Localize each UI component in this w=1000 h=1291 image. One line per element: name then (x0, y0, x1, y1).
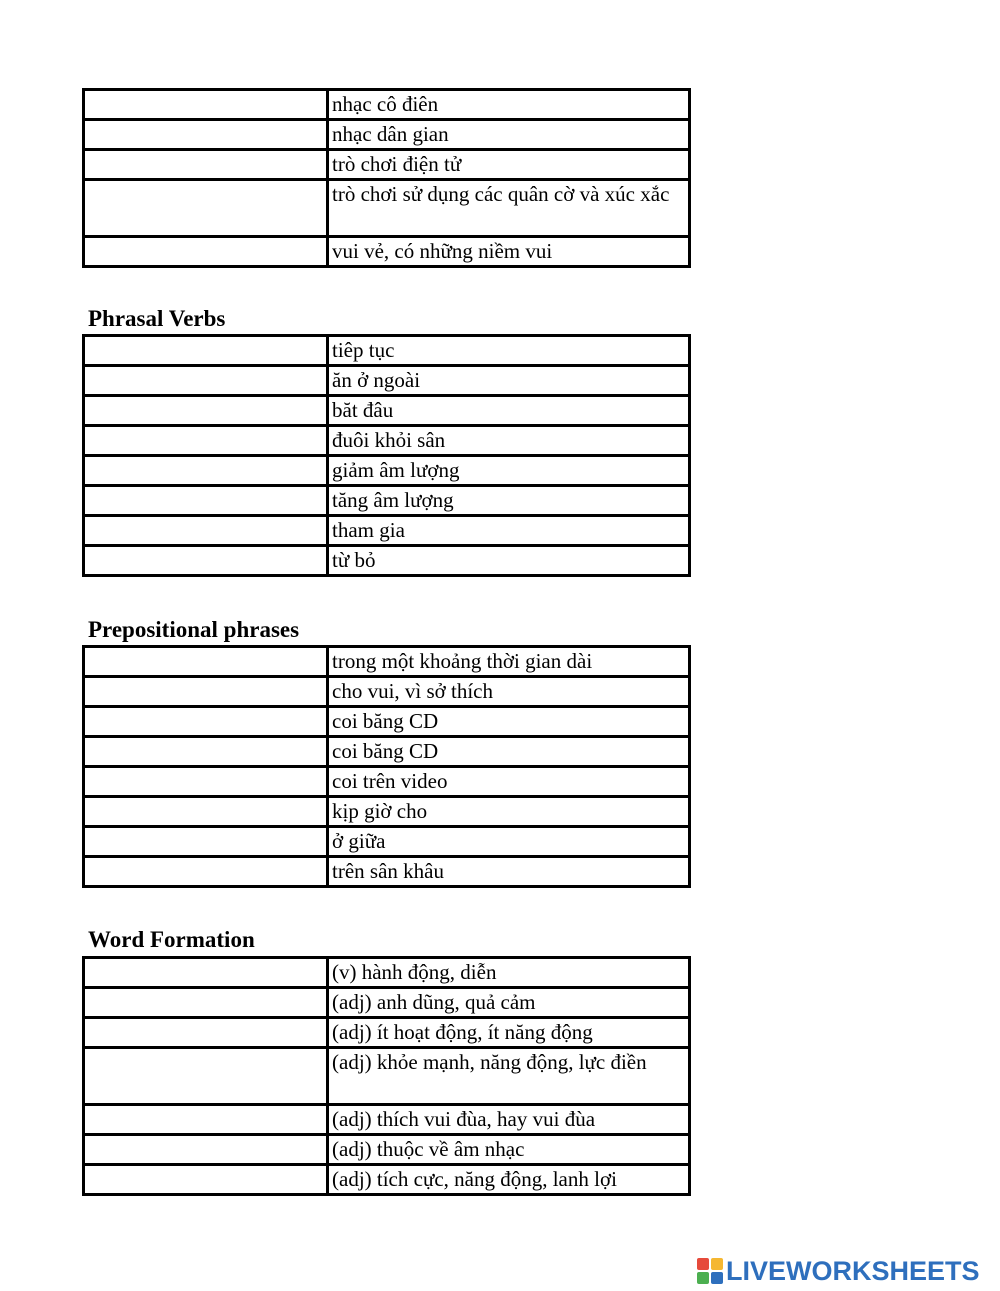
logo-square-4 (711, 1272, 723, 1284)
meaning-cell: trò chơi điện tử (328, 150, 690, 180)
table-row (84, 857, 690, 887)
vocab-section-1 (82, 88, 690, 268)
answer-cell[interactable] (84, 767, 328, 797)
meaning-cell: trò chơi sử dụng các quân cờ và xúc xắc (328, 180, 690, 237)
meaning-cell: (adj) tích cực, năng động, lanh lợi (328, 1165, 690, 1195)
answer-cell[interactable] (84, 396, 328, 426)
meaning-cell: cho vui, vì sở thích (328, 677, 690, 707)
vocab-table-4 (82, 956, 691, 1196)
table-row (84, 827, 690, 857)
answer-cell[interactable] (84, 1135, 328, 1165)
meaning-cell: tăng âm lượng (328, 486, 690, 516)
table-row (84, 958, 690, 988)
table-row (84, 1018, 690, 1048)
table-row (84, 237, 690, 267)
answer-cell[interactable] (84, 827, 328, 857)
answer-cell[interactable] (84, 647, 328, 677)
answer-cell[interactable] (84, 180, 328, 237)
meaning-cell: nhạc cô điên (328, 90, 690, 120)
table-row (84, 396, 690, 426)
table-row (84, 1105, 690, 1135)
logo-square-2 (711, 1258, 723, 1270)
answer-cell[interactable] (84, 737, 328, 767)
table-row (84, 90, 690, 120)
table-row (84, 120, 690, 150)
vocab-section-4 (82, 956, 690, 1196)
section-heading-word-formation: Word Formation (88, 927, 255, 952)
meaning-cell: băt đâu (328, 396, 690, 426)
answer-cell[interactable] (84, 677, 328, 707)
meaning-cell: tham gia (328, 516, 690, 546)
answer-cell[interactable] (84, 516, 328, 546)
meaning-cell: đuôi khỏi sân (328, 426, 690, 456)
meaning-cell: vui vẻ, có những niềm vui (328, 237, 690, 267)
logo-square-3 (697, 1272, 709, 1284)
answer-cell[interactable] (84, 336, 328, 366)
meaning-cell: (adj) thích vui đùa, hay vui đùa (328, 1105, 690, 1135)
answer-cell[interactable] (84, 988, 328, 1018)
logo-mark-icon (697, 1258, 723, 1284)
answer-cell[interactable] (84, 426, 328, 456)
table-row (84, 1048, 690, 1105)
vocab-table-3 (82, 645, 691, 888)
table-row (84, 150, 690, 180)
meaning-cell: (adj) thuộc về âm nhạc (328, 1135, 690, 1165)
table-row (84, 988, 690, 1018)
meaning-cell: ở giữa (328, 827, 690, 857)
answer-cell[interactable] (84, 456, 328, 486)
table-row (84, 516, 690, 546)
answer-cell[interactable] (84, 1165, 328, 1195)
meaning-cell: trong một khoảng thời gian dài (328, 647, 690, 677)
meaning-cell: (adj) ít hoạt động, ít năng động (328, 1018, 690, 1048)
table-row (84, 707, 690, 737)
vocab-table-1 (82, 88, 691, 268)
table-row (84, 180, 690, 237)
answer-cell[interactable] (84, 237, 328, 267)
answer-cell[interactable] (84, 120, 328, 150)
meaning-cell: (adj) khỏe mạnh, năng động, lực điền (328, 1048, 690, 1105)
table-row (84, 767, 690, 797)
table-row (84, 797, 690, 827)
table-row (84, 486, 690, 516)
meaning-cell: nhạc dân gian (328, 120, 690, 150)
answer-cell[interactable] (84, 707, 328, 737)
answer-cell[interactable] (84, 1018, 328, 1048)
table-row (84, 1135, 690, 1165)
answer-cell[interactable] (84, 797, 328, 827)
meaning-cell: từ bỏ (328, 546, 690, 576)
meaning-cell: (v) hành động, diễn (328, 958, 690, 988)
logo-text: LIVEWORKSHEETS (726, 1255, 980, 1286)
meaning-cell: ăn ở ngoài (328, 366, 690, 396)
answer-cell[interactable] (84, 1105, 328, 1135)
meaning-cell: giảm âm lượng (328, 456, 690, 486)
meaning-cell: coi trên video (328, 767, 690, 797)
meaning-cell: coi băng CD (328, 707, 690, 737)
meaning-cell: trên sân khâu (328, 857, 690, 887)
table-row (84, 677, 690, 707)
table-row (84, 456, 690, 486)
answer-cell[interactable] (84, 546, 328, 576)
answer-cell[interactable] (84, 486, 328, 516)
meaning-cell: (adj) anh dũng, quả cảm (328, 988, 690, 1018)
table-row (84, 647, 690, 677)
table-row (84, 426, 690, 456)
section-heading-prepositional-phrases: Prepositional phrases (88, 617, 300, 642)
table-row (84, 336, 690, 366)
liveworksheets-logo (697, 1256, 980, 1286)
section-heading-phrasal-verbs: Phrasal Verbs (88, 306, 226, 331)
logo-square-1 (697, 1258, 709, 1270)
vocab-table-2 (82, 334, 691, 577)
answer-cell[interactable] (84, 958, 328, 988)
answer-cell[interactable] (84, 90, 328, 120)
answer-cell[interactable] (84, 150, 328, 180)
meaning-cell: kịp giờ cho (328, 797, 690, 827)
table-row (84, 366, 690, 396)
meaning-cell: tiêp tục (328, 336, 690, 366)
vocab-section-2 (82, 334, 690, 577)
table-row (84, 737, 690, 767)
vocab-section-3 (82, 645, 690, 888)
answer-cell[interactable] (84, 1048, 328, 1105)
table-row (84, 1165, 690, 1195)
table-row (84, 546, 690, 576)
meaning-cell: coi băng CD (328, 737, 690, 767)
answer-cell[interactable] (84, 366, 328, 396)
answer-cell[interactable] (84, 857, 328, 887)
